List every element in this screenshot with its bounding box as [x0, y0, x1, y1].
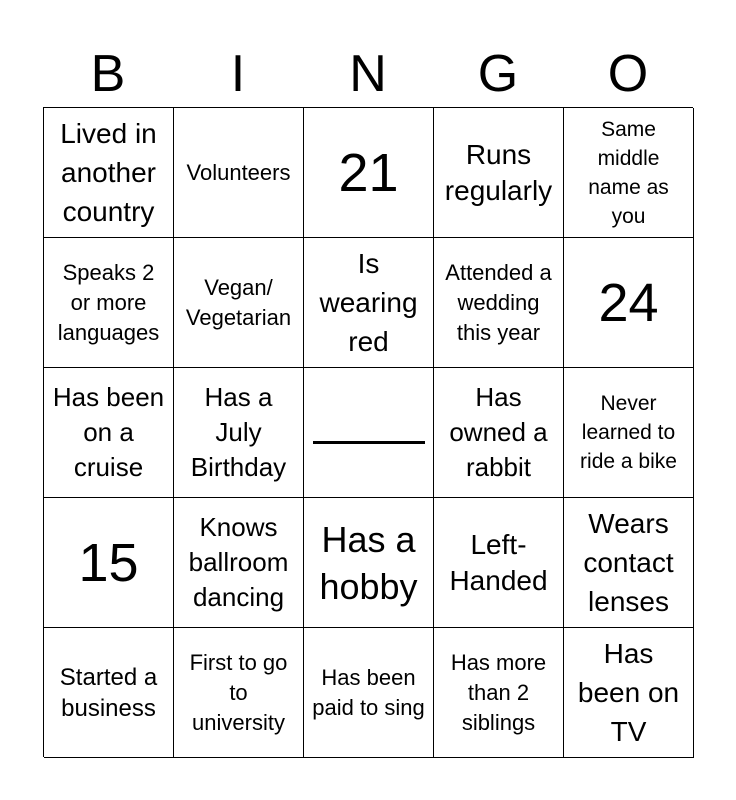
cell-text: Is wearing red	[319, 248, 418, 357]
bingo-cell[interactable]	[44, 628, 174, 758]
cell-text: Never learned to ride a bike	[580, 392, 677, 473]
cell-text: Has been on a cruise	[52, 382, 165, 482]
cell-text: Started a business	[59, 663, 158, 722]
bingo-cell[interactable]	[564, 238, 694, 368]
header-letter-o: O	[607, 45, 649, 103]
bingo-cell[interactable]	[174, 368, 304, 498]
bingo-cell[interactable]	[434, 238, 564, 368]
cell-text: Vegan/ Vegetarian	[185, 274, 292, 330]
cell-text: Has owned a rabbit	[449, 382, 548, 482]
bingo-cell[interactable]	[44, 368, 174, 498]
bingo-cell[interactable]	[564, 628, 694, 758]
cell-text: Wears contact lenses	[583, 508, 674, 617]
free-space-cell[interactable]	[304, 368, 434, 498]
cell-text: Has a July Birthday	[190, 382, 287, 482]
header-letter-n: N	[349, 45, 387, 103]
header-letter-i: I	[230, 45, 246, 103]
bingo-header	[43, 42, 693, 106]
bingo-cell[interactable]	[174, 628, 304, 758]
header-letter-b: B	[90, 45, 126, 103]
bingo-cell[interactable]	[564, 368, 694, 498]
bingo-cell[interactable]	[434, 628, 564, 758]
cell-text: Runs regularly	[444, 138, 553, 206]
header-letter-g: G	[477, 45, 519, 103]
bingo-cell[interactable]	[304, 628, 434, 758]
cell-text: Has a hobby	[319, 518, 418, 607]
bingo-cell[interactable]	[564, 108, 694, 238]
bingo-board	[43, 107, 693, 757]
bingo-cell[interactable]	[174, 238, 304, 368]
bingo-cell[interactable]	[174, 108, 304, 238]
cell-text: Lived in another country	[60, 118, 157, 227]
bingo-cell[interactable]	[44, 498, 174, 628]
bingo-cell[interactable]	[434, 108, 564, 238]
cell-text: Has been on TV	[577, 638, 680, 747]
cell-text: Knows ballroom dancing	[188, 512, 289, 612]
bingo-cell[interactable]	[434, 368, 564, 498]
bingo-cell[interactable]	[44, 238, 174, 368]
bingo-cell[interactable]	[304, 238, 434, 368]
bingo-cell[interactable]	[304, 498, 434, 628]
cell-number: 24	[598, 272, 659, 333]
free-space-line	[313, 441, 425, 444]
cell-number: 15	[78, 532, 139, 593]
cell-text: Attended a wedding this year	[445, 259, 552, 345]
cell-number: 21	[338, 142, 399, 203]
cell-text: Has more than 2 siblings	[450, 649, 547, 735]
cell-text: Has been paid to sing	[312, 664, 425, 720]
cell-text: Speaks 2 or more languages	[57, 259, 160, 345]
bingo-cell[interactable]	[564, 498, 694, 628]
bingo-cell[interactable]	[304, 108, 434, 238]
bingo-cell[interactable]	[174, 498, 304, 628]
cell-text: Left-Handed	[449, 528, 548, 596]
bingo-cell[interactable]	[44, 108, 174, 238]
cell-text: Same middle name as you	[588, 117, 669, 228]
cell-text: Volunteers	[186, 159, 291, 185]
bingo-cell[interactable]	[434, 498, 564, 628]
cell-text: First to go to university	[189, 649, 288, 735]
